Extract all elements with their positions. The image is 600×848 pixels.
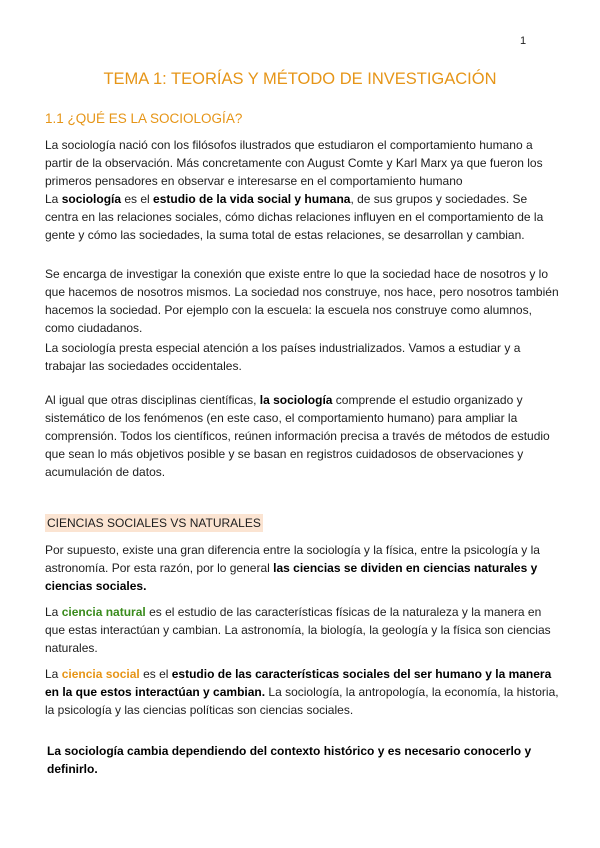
page-number: 1	[520, 35, 527, 47]
text-run: es el	[121, 192, 154, 206]
text-run: Por supuesto, existe una gran diferencia entre la sociología y la física, entre la psicología y la astronomía. Por esta razón, por lo general	[45, 543, 540, 575]
term-ciencia-natural: ciencia natural	[61, 605, 146, 619]
text-run: La	[45, 667, 62, 681]
section-heading: 1.1 ¿QUÉ ES LA SOCIOLOGÍA?	[45, 111, 243, 126]
bold-social-definition: estudio de las características sociales del ser humano y la manera en la que estos interactúan y cambian.	[45, 667, 552, 699]
paragraph-definition	[45, 190, 560, 244]
paragraph-origin: La sociología nació con los filósofos ilustrados que estudiaron el comportamiento humano a partir de la observación. Más concretamente con August Comte y Karl Marx ya que fueron los primeros pensadores en observar e interesarse en el comportamiento humano	[45, 138, 543, 188]
subheading-ciencias: CIENCIAS SOCIALES VS NATURALES	[47, 516, 261, 530]
paragraph-industrialized: La sociología presta especial atención a los países industrializados. Vamos a estudiar y a trabajar las sociedades occidentales.	[45, 341, 521, 373]
bold-division: las ciencias se dividen en ciencias naturales y ciencias sociales.	[45, 561, 538, 593]
text-run: La sociología, la antropología, la economía, la historia, la psicología y las ciencias políticas son ciencias sociales.	[45, 685, 559, 717]
paragraph-scientific	[45, 391, 560, 481]
paragraph-natural-science	[45, 603, 560, 657]
paragraph-difference	[45, 541, 560, 595]
text-run: comprende el estudio organizado y sistemático de los fenómenos (en este caso, el comportamiento humano) para ampliar la comprensión. Todos los científicos, reúnen información precisa a través de métodos de estudio que sean lo más objetivos posible y se basan en registros cuidadosos de observaciones y acumulación de datos.	[45, 393, 550, 479]
term-ciencia-social: ciencia social	[61, 667, 140, 681]
conclusion-paragraph: La sociología cambia dependiendo del contexto histórico y es necesario conocerlo y definirlo.	[47, 744, 532, 776]
document-title: TEMA 1: TEORÍAS Y MÉTODO DE INVESTIGACIÓN	[103, 70, 497, 88]
text-run: , de sus grupos y sociedades. Se centra en las relaciones sociales, cómo dichas relaciones influyen en el comportamiento de la gente y cómo las sociedades, la suma total de estas relaciones, se desarrollan y cambian.	[45, 192, 544, 242]
bold-term-sociologia: sociología	[61, 192, 122, 206]
paragraph-connection: Se encarga de investigar la conexión que existe entre lo que la sociedad hace de nosotros y lo que hacemos de nosotros mismos. La sociedad nos construye, nos hace, pero nosotros también hacemos la sociedad. Por ejemplo con la escuela: la escuela nos construye como alumnos, como ciudadanos.	[45, 267, 559, 335]
bold-term-la-sociologia: la sociología	[259, 393, 333, 407]
text-run: es el	[139, 667, 172, 681]
bold-definition: estudio de la vida social y humana	[153, 192, 351, 206]
text-run: Al igual que otras disciplinas científicas,	[45, 393, 260, 407]
text-run: es el estudio de las características físicas de la naturaleza y la manera en que estas interactúan y cambian. La astronomía, la biología, la geología y la física son ciencias naturales.	[45, 605, 551, 655]
text-run: La	[45, 192, 62, 206]
text-run: La	[45, 605, 62, 619]
paragraph-social-science	[45, 665, 560, 719]
